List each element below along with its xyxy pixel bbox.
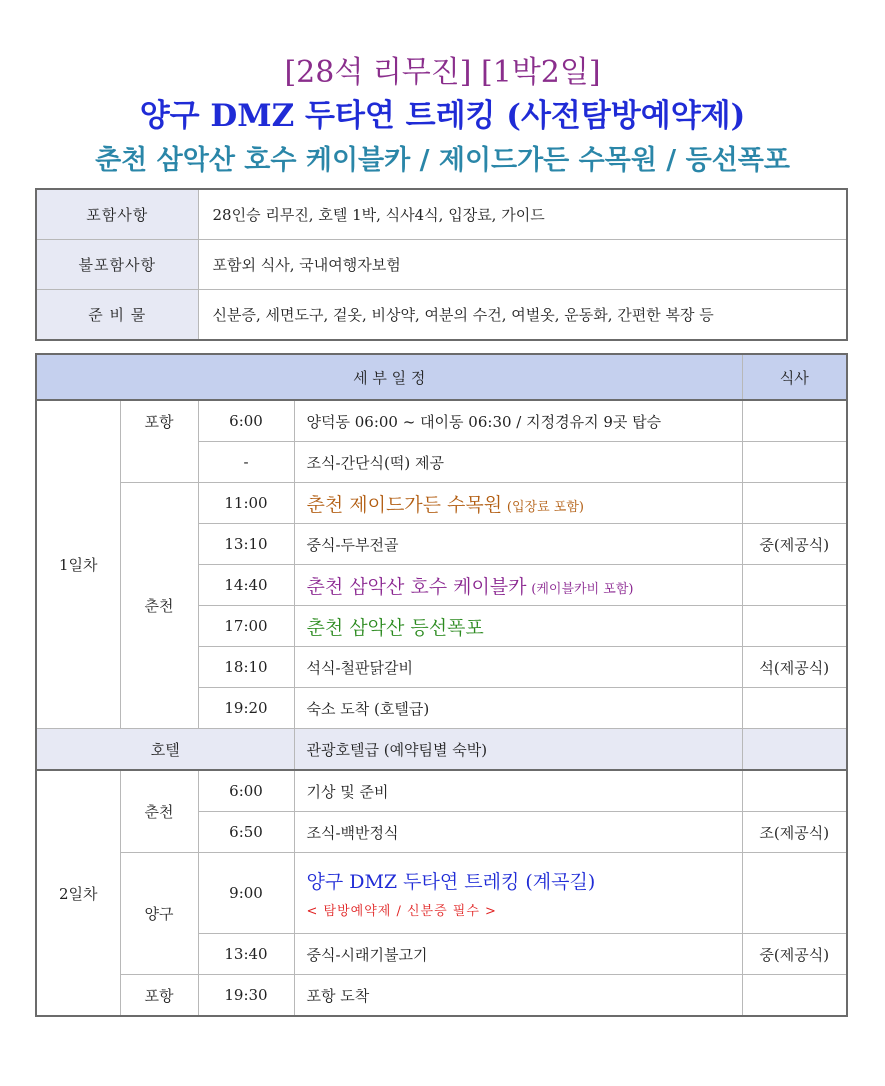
table-row (36, 770, 847, 812)
desc-cell: 중식-두부전골 (294, 524, 742, 565)
desc-cell: 포항 도착 (294, 975, 742, 1017)
desc-cell: 기상 및 준비 (294, 770, 742, 812)
title-line-1: [28석 리무진] [1박2일] (284, 55, 601, 90)
meal-cell: 중(제공식) (742, 524, 847, 565)
info-value: 포함외 식사, 국내여행자보험 (198, 240, 847, 290)
warning-note: < 탐방예약제 / 신분증 필수 > (306, 904, 497, 919)
time-cell: 17:00 (198, 606, 294, 647)
schedule-table (35, 353, 848, 1017)
meal-cell (742, 853, 847, 934)
meal-cell: 조(제공식) (742, 812, 847, 853)
meal-cell (742, 483, 847, 524)
title-line-2: 양구 DMZ 두타연 트레킹 (사전탐방예약제) (139, 98, 746, 134)
meal-cell (742, 729, 847, 771)
desc-cell: 조식-간단식(떡) 제공 (294, 442, 742, 483)
info-value: 28인승 리무진, 호텔 1박, 식사4식, 입장료, 가이드 (198, 189, 847, 240)
place-label: 포항 (120, 975, 198, 1017)
place-label: 양구 (120, 853, 198, 975)
meal-cell (742, 442, 847, 483)
meal-cell: 석(제공식) (742, 647, 847, 688)
table-row (36, 400, 847, 442)
info-table (35, 188, 848, 341)
meal-cell (742, 400, 847, 442)
header-meal: 식사 (742, 354, 847, 400)
desc-cell (294, 565, 742, 606)
highlight-text: 양구 DMZ 두타연 트레킹 (계곡길) (306, 871, 596, 893)
desc-cell: 조식-백반정식 (294, 812, 742, 853)
meal-cell (742, 565, 847, 606)
meal-cell: 중(제공식) (742, 934, 847, 975)
hotel-desc: 관광호텔급 (예약팀별 숙박) (294, 729, 742, 771)
day-label: 1일차 (36, 400, 120, 729)
desc-cell: 석식-철판닭갈비 (294, 647, 742, 688)
hotel-row (36, 729, 847, 771)
highlight-note: (케이블카비 포함) (531, 581, 634, 597)
table-row (36, 483, 847, 524)
time-cell: 14:40 (198, 565, 294, 606)
info-value: 신분증, 세면도구, 겉옷, 비상약, 여분의 수건, 여벌옷, 운동화, 간편한 복장 등 (198, 290, 847, 341)
meal-cell (742, 606, 847, 647)
place-label: 춘천 (120, 770, 198, 853)
time-cell: 19:30 (198, 975, 294, 1017)
desc-cell (294, 853, 742, 934)
schedule-header (36, 354, 847, 400)
meal-cell (742, 688, 847, 729)
meal-cell (742, 770, 847, 812)
place-label: 포항 (120, 400, 198, 483)
info-row (36, 240, 847, 290)
time-cell: 9:00 (198, 853, 294, 934)
place-label: 춘천 (120, 483, 198, 729)
desc-cell (294, 606, 742, 647)
title-line-3: 춘천 삼악산 호수 케이블카 / 제이드가든 수목원 / 등선폭포 (95, 145, 790, 176)
highlight-note: (입장료 포함) (506, 499, 584, 515)
info-label: 불포함사항 (36, 240, 198, 290)
info-label: 준 비 물 (36, 290, 198, 341)
time-cell: - (198, 442, 294, 483)
time-cell: 18:10 (198, 647, 294, 688)
time-cell: 13:40 (198, 934, 294, 975)
info-label: 포함사항 (36, 189, 198, 240)
info-row (36, 189, 847, 240)
time-cell: 11:00 (198, 483, 294, 524)
table-row (36, 975, 847, 1017)
table-row (36, 853, 847, 934)
highlight-text: 춘천 삼악산 호수 케이블카 (306, 575, 527, 598)
header-detail: 세 부 일 정 (36, 354, 742, 400)
desc-cell: 숙소 도착 (호텔급) (294, 688, 742, 729)
time-cell: 6:50 (198, 812, 294, 853)
info-row (36, 290, 847, 341)
time-cell: 13:10 (198, 524, 294, 565)
time-cell: 6:00 (198, 400, 294, 442)
day-label: 2일차 (36, 770, 120, 1016)
time-cell: 6:00 (198, 770, 294, 812)
highlight-text: 춘천 삼악산 등선폭포 (306, 616, 484, 639)
hotel-label: 호텔 (36, 729, 294, 771)
highlight-text: 춘천 제이드가든 수목원 (306, 493, 503, 516)
time-cell: 19:20 (198, 688, 294, 729)
desc-cell (294, 483, 742, 524)
desc-cell: 양덕동 06:00 ~ 대이동 06:30 / 지정경유지 9곳 탑승 (294, 400, 742, 442)
desc-cell: 중식-시래기불고기 (294, 934, 742, 975)
meal-cell (742, 975, 847, 1017)
